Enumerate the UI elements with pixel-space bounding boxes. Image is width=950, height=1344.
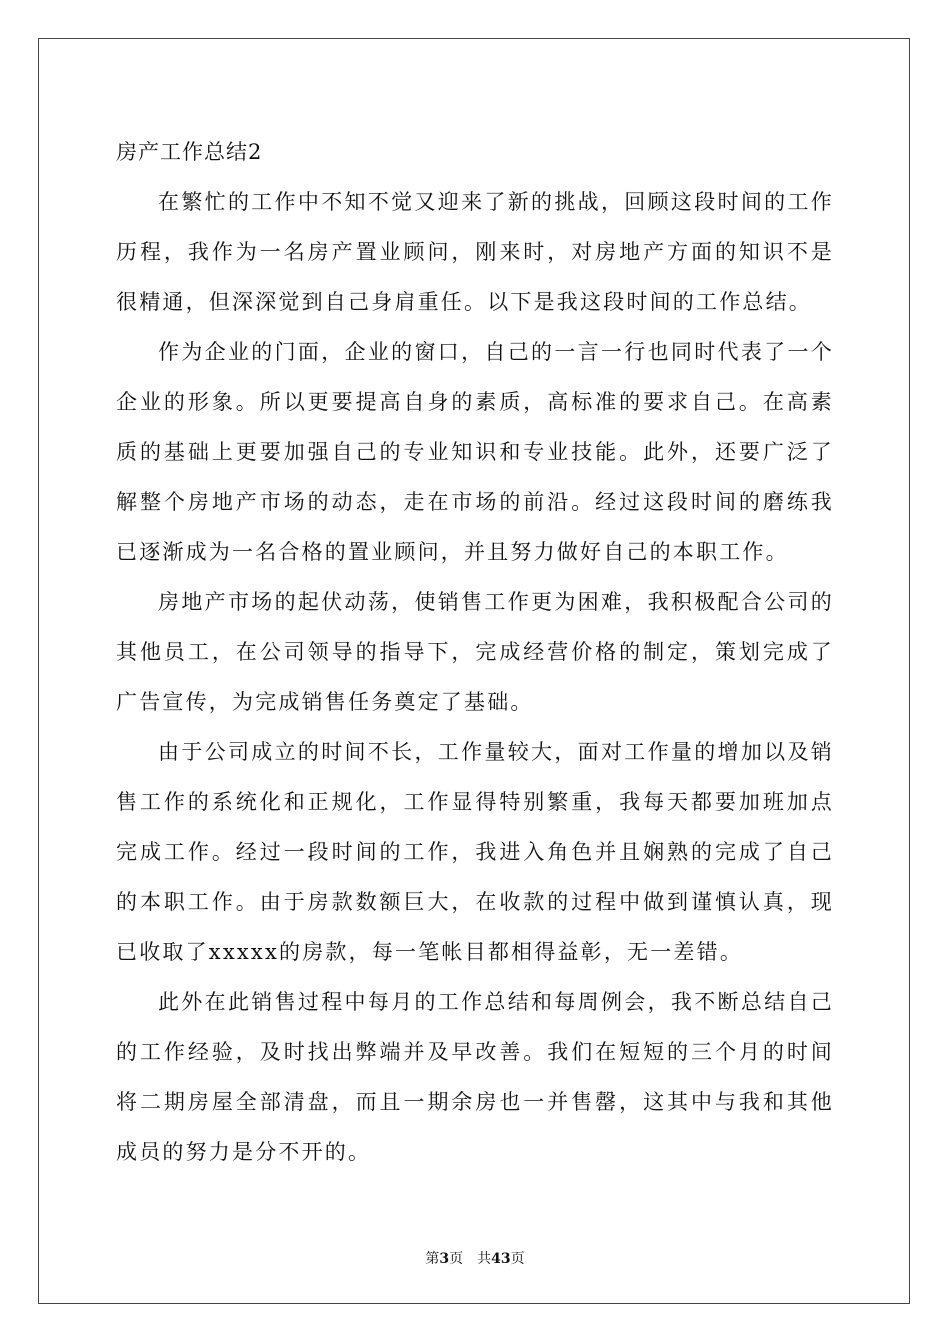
total-unit: 页 [510, 1251, 525, 1267]
page-prefix: 第 [425, 1251, 440, 1267]
page-unit: 页 [449, 1251, 464, 1267]
paragraph-3: 房地产市场的起伏动荡，使销售工作更为困难，我积极配合公司的其他员工，在公司领导的指导下，完成经营价格的制定，策划完成了广告宣传，为完成销售任务奠定了基础。 [116, 590, 834, 714]
paragraph-1: 在繁忙的工作中不知不觉又迎来了新的挑战，回顾这段时间的工作历程，我作为一名房产置业顾问，刚来时，对房地产方面的知识不是很精通，但深深觉到自己身肩重任。以下是我这段时间的工作总结。 [116, 190, 834, 314]
paragraph-5: 此外在此销售过程中每月的工作总结和每周例会，我不断总结自己的工作经验，及时找出弊端并及早改善。我们在短短的三个月的时间将二期房屋全部清盘，而且一期余房也一并售罄，这其中与我和其他成员的努力是分不开的。 [116, 990, 834, 1164]
document-title: 房产工作总结2 [116, 140, 263, 164]
document-body [116, 127, 834, 1177]
total-prefix: 共 [477, 1251, 492, 1267]
page-footer [0, 1248, 950, 1268]
paragraph-4: 由于公司成立的时间不长，工作量较大，面对工作量的增加以及销售工作的系统化和正规化，工作显得特别繁重，我每天都要加班加点完成工作。经过一段时间的工作，我进入角色并且娴熟的完成了自己的本职工作。由于房款数额巨大，在收款的过程中做到谨慎认真，现已收取了xxxxx的房款，每一笔帐目都相得益彰，无一差错。 [116, 740, 834, 964]
paragraph-2: 作为企业的门面，企业的窗口，自己的一言一行也同时代表了一个企业的形象。所以更要提高自身的素质，高标准的要求自己。在高素质的基础上更要加强自己的专业知识和专业技能。此外，还要广泛了解整个房地产市场的动态，走在市场的前沿。经过这段时间的磨练我已逐渐成为一名合格的置业顾问，并且努力做好自己的本职工作。 [116, 340, 834, 564]
page-current: 3 [439, 1251, 450, 1267]
page-total: 43 [491, 1251, 511, 1267]
